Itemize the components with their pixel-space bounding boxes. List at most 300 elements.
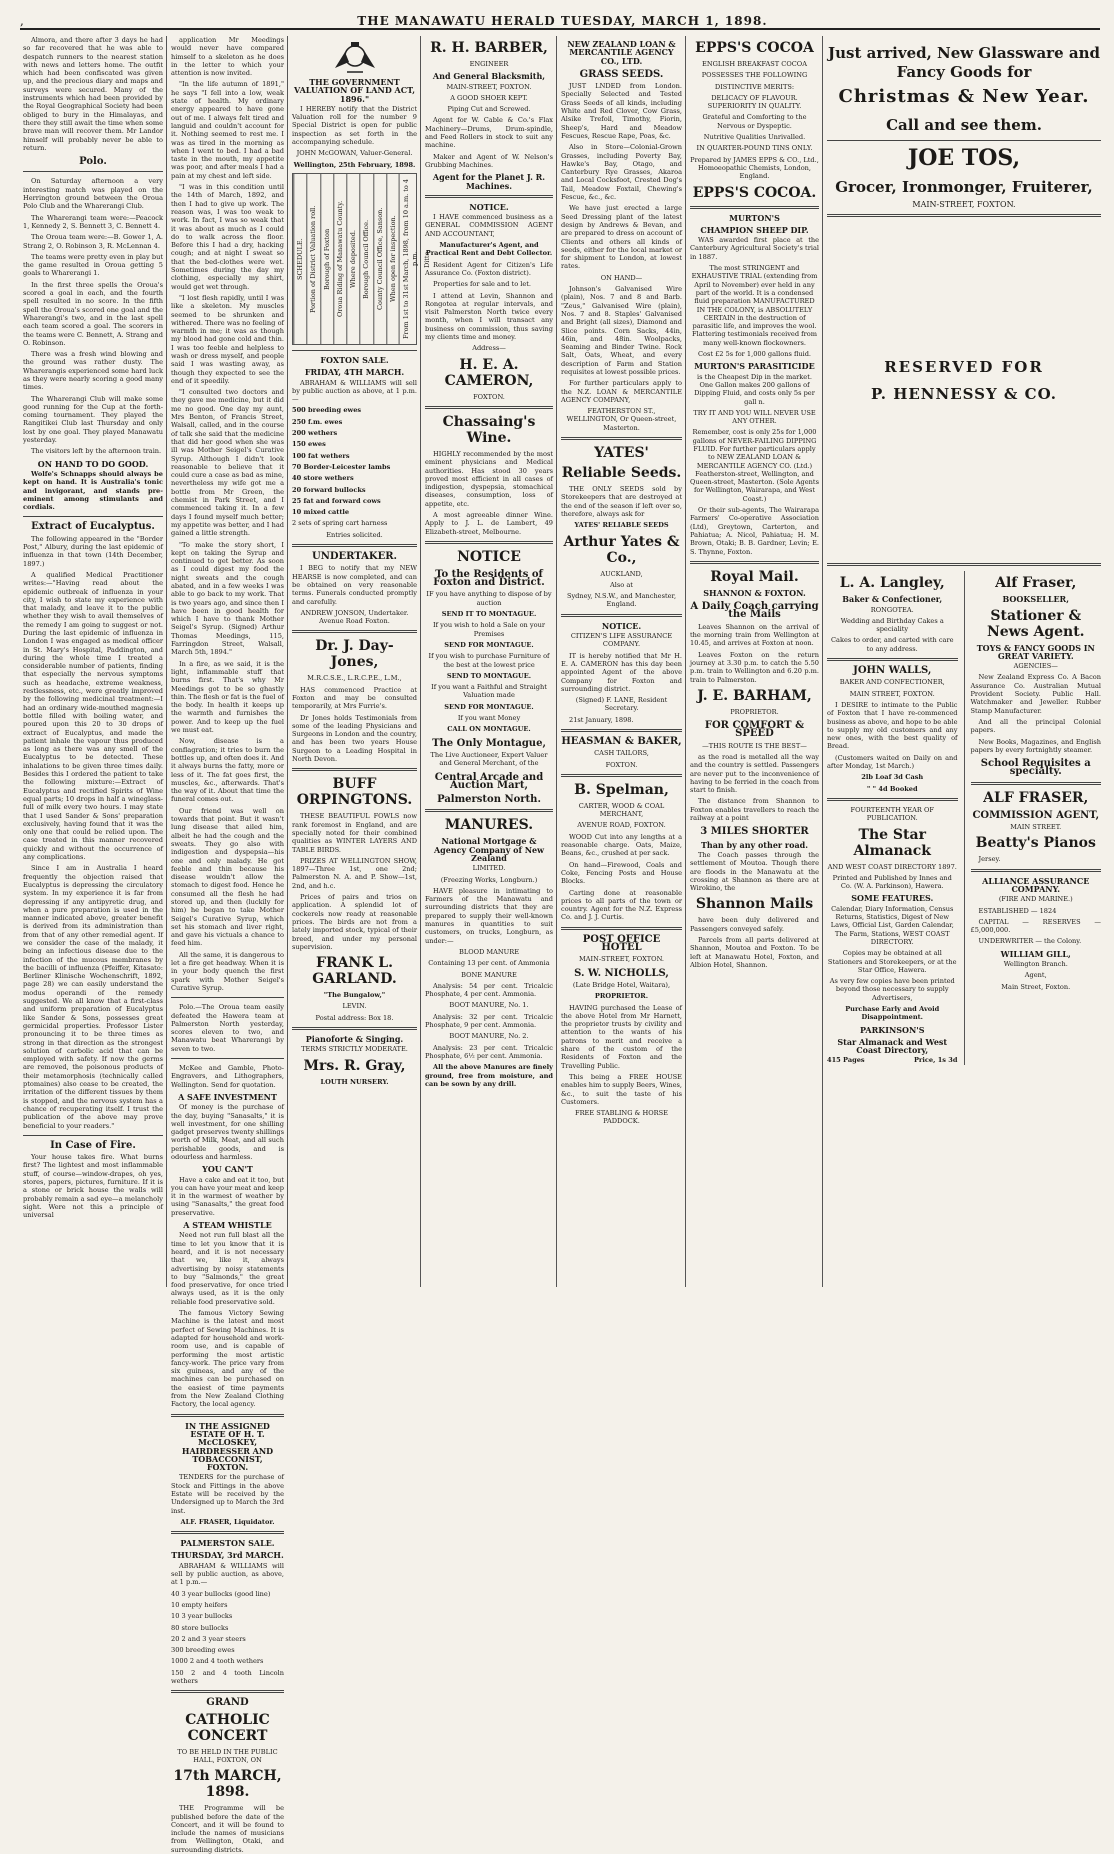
sale-item: 25 fat and forward cows [292, 496, 381, 505]
seigel-paragraph: Now, disease is a conflagration; it tries to burn the bottles up, and often does it. And it always burns the fatty, more or less of it. The fat goes first, the muscles, &c., afterwards. That's the way of it. About that time the funeral comes out. [171, 737, 284, 804]
post-office-hotel-address: MAIN-STREET, FOXTON. [578, 955, 665, 964]
walls-price: 2lb Loaf 3d Cash [861, 773, 924, 782]
epps-delicacy: DELICACY OF FLAVOUR. SUPERIORITY IN QUALITY. [707, 93, 802, 111]
epps-merits: DISTINCTIVE MERITS: [714, 82, 795, 91]
spelman-text-2: On hand—Firewood, Coals and Coke, Fencing Posts and House Blocks. [561, 860, 682, 886]
concert-date: 17th MARCH, 1898. [173, 1768, 282, 1801]
manure-item: Analysis: 32 per cent. Tricalcic Phosphate, 9 per cent. Ammonia. [425, 1012, 553, 1030]
arthur-yates-other: Sydney, N.S.W., and Manchester, England. [566, 592, 677, 609]
fraser-2-sub: COMMISSION AGENT, [972, 809, 1100, 821]
concert-held: TO BE HELD IN THE PUBLIC HALL, FOXTON, ON [177, 1747, 278, 1764]
heasman-heading: HEASMAN & BAKER, [561, 736, 682, 747]
barham-proprietor: PROPRIETOR. [730, 707, 779, 716]
walls-heading: JOHN WALLS, [853, 665, 932, 677]
seigel-paragraph: In a fire, as we said, it is the light, inflammable stuff that burns first. That's why Mr Meedings got to be so ghastly thin. The flesh or fat is the fuel of the body. In health it keeps up the warmth and furnishes the power. And to keep up the fuel we must eat. [171, 659, 284, 735]
manure-item: BLOOD MANURE [458, 947, 520, 956]
citizen-notice-date: 21st January, 1898. [569, 715, 634, 724]
beatty-heading: Beatty's Pianos [975, 835, 1096, 852]
fraser-heading: Alf Fraser, [995, 575, 1077, 592]
polo-paragraph: In the first three spells the Oroua's scored a goal in each, and the fourth spell resulted in no score. In the fifth spell the Oroua's scored one goal and the Wharerangi's two, and in the last spell each team scored a goal. The scorers in the teams were C. Bennett, A. Strang and O. Robinson. [23, 280, 163, 347]
grass-text-2: Also in Store—Colonial-Grown Grasses, including Poverty Bay, Hawke's Bay, Otago, and Canterbury Rye Grasses, Akaroa and Local Cocksfoot, Crested Dog's Tail, Meadow Foxtail, Chewing's Fescue, &c., &c. [561, 143, 682, 202]
walls-text-2: (Customers waited on Daily on and after Monday, 1st March.) [827, 753, 958, 771]
you-cant-heading: YOU CAN'T [202, 1164, 253, 1175]
alliance-fire: (FIRE AND MARINE.) [998, 895, 1073, 904]
concert-text: THE Programme will be published before the date of the Concert, and it will be found to include the names of musicians from Wellington, Otaki, and surrounding districts. [171, 1804, 284, 1854]
column-6 [687, 36, 822, 1287]
sale-item: 200 wethers [292, 429, 338, 438]
piano-terms: TERMS STRICTLY MODERATE. [301, 1045, 408, 1054]
parasiticide-text-2: TRY IT AND YOU WILL NEVER USE ANY OTHER. [693, 408, 816, 426]
prizes-text-2: Prices of pairs and trios on application. A splendid lot of cockerels now ready at reasonable prices. The birds are not from a lately imported stock, typical of their breed, and under my personal supervision. [292, 893, 417, 951]
barber-trade-2: And General Blacksmith, [432, 71, 546, 82]
polo-paragraph: The Wharerangi team were:—Peacock 1, Kennedy 2, S. Bennett 3, C. Bennett 4. [23, 213, 163, 230]
column-5 [558, 36, 685, 1287]
parasiticide-text-4: Or their sub-agents, The Wairarapa Farmers' Co-operative Association (Ltd), Greytown, Carterton, and Pahiatua; A. Nicol, Pahiatua; H. M. Brown, Otaki; B. B. Gardner, Levin; E. S. Thynne, Foxton. [690, 506, 819, 556]
schedule-cell: From 1st to 31st March, 1898, from 10 a.m. to 4 p.m. [399, 174, 421, 344]
steam-whistle-heading: A STEAM WHISTLE [183, 1220, 272, 1231]
cameron-town: FOXTON. [473, 392, 505, 401]
loan-company-heading: NEW ZEALAND LOAN & MERCANTILE AGENCY CO., LTD. [567, 39, 676, 66]
polo-paragraph: There was a fresh wind blowing and the ground was rather dusty. The Wharerangis experienced some hard luck as they were nearly scoring a good many times. [23, 350, 163, 392]
buff-orpingtons-heading: BUFF ORPINGTONS. [296, 776, 413, 809]
manures-end: All the above Manures are finely ground, free from moisture, and can be sown by any drill. [425, 1063, 553, 1088]
grass-on-hand: ON HAND— [600, 273, 643, 282]
eucalyptus-paragraph: Since I am in Australia I heard frequently the objection raised that Eucalyptus is depressing the circulatory system. In my experience it is far from depressing if any antipyretic drug, and when a pure preparation is used in the manner indicated above, greater benefit is derived from its administration than from that of any other remedial agent. If we consider the case of the malady, it being an infectious disease due to the infection of the mucous membranes by the bacilli of influenza (Pfeiffer, Kitasato: Berliner Klinische Wochenschrift, 1892, page 28) we can easily understand the modus operandi of the remedy suggested. We all know that a first-class and uniform preparation of Eucalyptus like Sander & Sons, possesses great germicidal properties. Professor Lister pronouncing it to be three times as strong in that direction as the strongest solution of carbolic acid that can be employed with safety. If now the germs are removed, the poisonous products of their metamorphosis (technically called ptomaines) also cease to be created, the irritation of the different tissues by them is stopped, and the nervous system has a chance of recuperating itself. I trust the publication of the above may prove beneficial to your readers." [23, 864, 163, 1130]
spelman-heading: B. Spelman, [574, 781, 669, 798]
foxton-sale-date: FRIDAY, 4TH MARCH. [304, 367, 405, 378]
parasiticide-heading: MURTON'S PARASITICIDE [694, 361, 815, 372]
notice-address-label: Address— [472, 344, 506, 353]
seigel-paragraph: "I was in this condition until the 14th of March, 1892, and then I had to give up work. The reason was, I was too weak to work. In fact, I was so weak that it was about as much as I could do to walk across the floor. Before this I had a dry, hacking cough; and at night I sweat so that the bed-clothes were wet. Sometimes during the day my clothing, especially my shirt, would get wet through. [171, 183, 284, 291]
parkinson-sub: Star Almanack and West Coast Directory, [837, 1036, 948, 1056]
polo-brief: Polo.—The Oroua team easily defeated the Hawera team at Palmerston North yesterday, scores eleven to two, and Manawatu beat Wharerangi by seven to two. [171, 1003, 284, 1053]
notice-heading: NOTICE. [469, 201, 509, 212]
eucalyptus-heading: Extract of Eucalyptus. [31, 521, 155, 533]
palmerston-sale-heading: PALMERSTON SALE. [180, 1538, 275, 1549]
gill-branch: Wellington Branch. [1003, 960, 1068, 969]
coach-text: Leaves Shannon on the arrival of the morning train from Wellington at 10.45, and arrives at Foxton at noon. [690, 622, 819, 648]
montague-line: SEND FOR MONTAGUE. [444, 640, 534, 649]
sale-item: 150 2 and 4 tooth Lincoln wethers [171, 1668, 284, 1686]
post-office-hotel-end: FREE STABLING & HORSE PADDOCK. [575, 1109, 668, 1126]
parkinson-heading: PARKINSON'S [859, 1024, 925, 1035]
manure-item: Analysis: 54 per cent. Tricalcic Phosphate, 4 per cent. Ammonia. [425, 981, 553, 999]
polo-heading: Polo. [79, 156, 107, 168]
grass-address: FEATHERSTON ST., WELLINGTON, Or Queen-street, Masterton. [566, 407, 677, 432]
almanack-heading: The Star Almanack [853, 826, 932, 859]
post-office-hotel-proprietor: PROPRIETOR. [594, 992, 649, 1001]
spelman-address: AVENUE ROAD, FOXTON. [577, 821, 666, 830]
sale-item: 150 ewes [292, 440, 326, 449]
yates-text: THE ONLY SEEDS sold by Storekeepers that are destroyed at the end of the season if left over so, therefore, always ask for [561, 485, 682, 518]
wine-heading: Chassaing's Wine. [442, 413, 536, 446]
planet-heading: Agent for the Planet J. R. Machines. [432, 172, 546, 191]
fraser-books: New Books, Magazines, and English papers by every fortnightly steamer. [970, 737, 1101, 754]
fire-heading: In Case of Fire. [50, 1139, 136, 1151]
epps-sub: ENGLISH BREAKFAST COCOA [702, 60, 807, 68]
yates-heading: YATES' [594, 445, 649, 462]
alliance-established: ESTABLISHED — 1824 [978, 906, 1057, 915]
valuation-text: I HEREBY notify that the District Valuation roll for the number 9 Special District is open for public inspection as set forth in the accompanying schedule. [292, 104, 417, 147]
almanack-pre: FOURTEENTH YEAR OF PUBLICATION. [850, 805, 934, 823]
fraser-agencies-list: New Zealand Express Co. A Bacon Assurance Co. Australian Mutual Provident Society. Public Hall. Watchmaker and Jeweller. Rubber Stamp Manufacturer. [970, 673, 1101, 715]
features-text: Calendar, Diary Information, Census Returns, Statistics, Digest of New Laws, Official List, Garden Calendar, The Farm, Stations, WEST COAST DIRECTORY. [830, 904, 954, 946]
piano-teacher-name: Mrs. R. Gray, [303, 1057, 406, 1074]
shorter-sub: Than by any other road. [700, 839, 809, 850]
coach-heading: A Daily Coach carrying the Mails [690, 601, 819, 621]
school-requisites: School Requisites a specialty. [980, 758, 1091, 778]
grass-text-5: For further particulars apply to the N.Z. LOAN & MERCANTILE AGENCY COMPANY, [561, 379, 682, 404]
post-office-hotel-text-2: This being a FREE HOUSE enables him to supply Beers, Wines, &c., to suit the taste of his Customers. [561, 1072, 682, 1106]
manure-item: Analysis: 23 per cent. Tricalcic Phosphate, 6½ per cent. Ammonia. [425, 1043, 553, 1060]
murtons-sub: CHAMPION SHEEP DIP. [700, 224, 809, 235]
montague-desc: The Live Auctioneer, Expert Valuer and General Merchant, of the [430, 750, 548, 768]
column-4 [422, 36, 556, 1287]
sale-item: 250 f.m. ewes [292, 417, 343, 426]
seigel-paragraph: All the same, it is dangerous to let a fire get headway. When it is in your body quench the first spark with Mother Seigel's Curative Syrup. [171, 950, 284, 992]
polo-paragraph: The teams were pretty even in play but the game resulted in Oroua getting 5 goals to Wharerangi 1. [23, 252, 163, 278]
seigel-paragraph: "I lost flesh rapidly, until I was like a skeleton. My muscles seemed to be shrunken and withered. There was no feeling of warmth in me; it was as though my blood had gone cold and thin. I was too feeble and helpless to wash or dress myself, and people said I was wasting away, as though they expected to see the end of it speedily. [171, 293, 284, 385]
sewing-machine-text: The famous Victory Sewing Machine is the latest and most perfect of Sewing Machines. It is adapted for household and work-room use, and is capable of performing the most artistic fancy-work. The price vary from six guineas, and any of the machines can be purchased on the easiest of time payments from the New Zealand Clothing Factory, the local agency. [171, 1309, 284, 1409]
yates-sub: Reliable Seeds. [561, 465, 682, 482]
sale-item: 100 fat wethers [292, 451, 350, 460]
notice-text-2: Resident Agent for Citizen's Life Assurance Co. (Foxton district). [425, 260, 553, 277]
sale-item: 10 empty heifers [171, 1600, 228, 1609]
seigel-paragraph: application Mr Meedings would never have compared himself to a skeleton as he does in the letter to which your attention is now invited. [171, 36, 284, 78]
comfort-text-2: The distance from Shannon to Foxton enables travellers to reach the railway at a point [690, 797, 819, 823]
citizen-notice-sub: CITIZEN'S LIFE ASSURANCE COMPANY. [570, 632, 673, 649]
sale-item: 80 store bullocks [171, 1623, 229, 1632]
eucalyptus-paragraph: The following appeared in the "Border Post," Albury, during the last epidemic of influenza in that town (14th December, 1897.) [23, 534, 163, 568]
barber-shoer: A GOOD SHOER KEPT. [450, 93, 528, 102]
montague-line: If you want Money [457, 714, 521, 723]
column-7-right [971, 571, 1102, 1064]
column-7 [824, 36, 1104, 1287]
murtons-cost: Cost £2 5s for 1,000 gallons fluid. [697, 350, 812, 359]
grass-text-4: Johnson's Galvanised Wire (plain), Nos. 7 and 8 and Barb. "Zeus," Galvanised Wire (plain), Nos. 7 and 8. Staples' Galvanised and Bright (all sizes), Diamond and Slice points. Corn Sacks, 44in, 46in, and 48in. Woolpacks, Seaming and Binder Twine. Rock Salt, Oats, Wheat, and every description of Farm and Station requisites at lowest possible prices. [561, 285, 682, 376]
arthur-yates-also: Also at [610, 580, 633, 589]
epps-nutritive: Nutritive Qualities Unrivalled. [703, 133, 806, 142]
montague-line: IF you have anything to dispose of by auction [426, 590, 552, 607]
column-rule [556, 36, 557, 1287]
undertaker-heading: UNDERTAKER. [311, 551, 398, 563]
on-hand-text: Wolfe's Schnapps should always be kept on hand. It is Australia's tonic and invigorant, and stands pre-eminent among stimulants and cordials. [23, 469, 163, 512]
spelman-text: WOOD Cut into any lengths at a reasonable charge. Oats, Maize, Beans, &c., crushed at per sack. [561, 832, 682, 858]
walls-trade: BAKER AND CONFECTIONER, [839, 678, 945, 687]
sale-item: 300 breeding ewes [171, 1646, 235, 1655]
manure-item: BOOT MANURE, No. 1. [449, 1001, 529, 1010]
barber-piping: Piping Cut and Screwed. [447, 105, 531, 114]
foxton-sale-heading: FOXTON SALE. [320, 354, 389, 365]
estate-signature: ALF. FRASER, Liquidator. [180, 1517, 275, 1526]
schedule-cell: Ditto. [422, 249, 431, 269]
steam-whistle-text: Need not run full blast all the time to let you know that it is heard, and it is not necessary that we, like it, always advertising by noisy statements to buy "Salmonds," the great food preservative, for once tried always used, as it is the only reliable food preservative sold. [171, 1231, 284, 1306]
montague-mart: Central Arcade and Auction Mart, [434, 771, 544, 791]
schedule-cell: SCHEDULE. [293, 174, 306, 344]
shorter-text: The Coach passes through the settlement of Moutoa. Though there are floods in the Manawatu at the crossing at Shannon as there are at Wirokino, the [690, 850, 819, 893]
post-office-hotel-name: S. W. NICHOLLS, [574, 967, 669, 979]
post-office-hotel-text: HAVING purchased the Lease of the above Hotel from Mr Harnett, the proprietor trusts by civility and attention to the wants of his patrons to merit and receive a share of the custom of the Residents of Foxton and the Travelling Public. [561, 1003, 682, 1070]
safe-investment-heading: A SAFE INVESTMENT [178, 1091, 277, 1102]
doctor-qualifications: M.R.C.S.E., L.R.C.P.E., L.M., [307, 674, 402, 683]
concert-grand: GRAND [206, 1697, 249, 1709]
sale-item: 20 2 and 3 year steers [171, 1634, 246, 1643]
garland-town: LEVIN. [342, 1002, 367, 1011]
notice-text-3: Properties for sale and to let. [433, 280, 532, 289]
langley-trade: Baker & Confectioner, [842, 594, 943, 605]
palmerston-sale-intro: ABRAHAM & WILLIAMS will sell by public auction, as above, at 1 p.m.— [171, 1561, 284, 1587]
walls-address: MAIN STREET, FOXTON. [849, 689, 935, 698]
manure-item: BONE MANURE [461, 970, 517, 979]
polo-paragraph: The Oroua team were:—B. Gower 1, A. Strang 2, O. Robinson 3, R. McLennan 4. [23, 233, 163, 250]
murtons-heading: MURTON'S [729, 212, 780, 223]
shorter-heading: 3 MILES SHORTER [700, 826, 809, 838]
masthead-title: THE MANAWATU HERALD TUESDAY, MARCH 1, 1898. [357, 14, 768, 28]
almanack-sub: AND WEST COAST DIRECTORY 1897. [827, 862, 957, 871]
walls-price-2: " " 4d Booked [866, 784, 918, 793]
column-1 [20, 36, 166, 1287]
column-7-left [827, 571, 958, 1064]
epps-grateful: Grateful and Comforting to the Nervous or Dyspeptic. [702, 113, 807, 130]
schedule-cell: Portion of District Valuation roll. [306, 174, 319, 344]
fraser-agencies: AGENCIES— [1013, 662, 1058, 671]
column-rule [685, 36, 686, 1287]
sale-item: 10 mixed cattle [292, 508, 350, 517]
prizes-text: PRIZES AT WELLINGTON SHOW, 1897—Three 1st, one 2nd; Palmerston N. A. and P. Show—1st, 2nd, and h.c. [292, 856, 417, 890]
post-office-hotel-late: (Late Bridge Hotel, Waitara), [572, 980, 671, 989]
you-cant-text: Have a cake and eat it too, but you can have your meat and keep it in the warmest of weather by using "Sanasalts," the great food preservative. [171, 1175, 284, 1217]
epps-big: EPPS'S COCOA. [692, 184, 817, 201]
eucalyptus-paragraph: A qualified Medical Practitioner writes:—"Having read about the epidemic outbreak of influenza in your city, I wish to state my experience with that malady, and leave it to the public whether they wish to avail themselves of the remedy I am going to suggest or not. During the last epidemic of influenza in London I was engaged as medical officer in St. Mary's Hospital, Paddington, and during the whole time I treated a considerable number of patients, finding that especially the nervous symptoms such as headache, extreme weakness, restlessness, etc., were greatly improved by the following medicinal treatment:—I had an ordinary wide-mouthed magnesia bottle filled with boiling water, and poured upon this 20 to 30 drops of extract of Eucalyptus, and made the patient inhale the vapour thus produced as long as there was any smell of the Eucalyptus to be detected. These inhalations to be given three times daily. Besides this I ordered the patient to take the following mixture:—Extract of Eucalyptus and rectified Spirits of Wine equal parts; 10 drops in half a wineglass-full of milk every two hours. I may state that I used Sander & Sons' preparation exclusively, having found that it was the only one that could be relied upon. The case treated in this manner recovered quickly and without the occurrence of any complications. [23, 570, 163, 862]
notice-text: I HAVE commenced business as a GENERAL COMMISSION AGENT AND ACCOUNTANT, [425, 213, 553, 238]
grass-text: JUST LNDED from London. Specially Selected and Tested Grass Seeds of all kinds, including White and Red Clover, Cow Grass, Alsike Trefoil, Timothy, Fiorin, Sheep's, Hard and Meadow Fescues, Rescue Rape, Poas, &c. [561, 82, 682, 140]
fraser-trade-2: Stationer & News Agent. [986, 607, 1085, 640]
langley-text: Wedding and Birthday Cakes a speciality [840, 616, 944, 634]
comfort-sub: —THIS ROUTE IS THE BEST— [702, 741, 807, 750]
piano-heading: Pianoforte & Singing. [305, 1034, 404, 1044]
barber-heading: R. H. BARBER, [430, 40, 548, 56]
manures-company: National Mortgage & Agency Company of New Zealand [433, 836, 545, 863]
arthur-yates-heading: Arthur Yates & Co., [563, 533, 680, 566]
joe-tos-heading: JOE TOS, [907, 145, 1021, 171]
comfort-text: as the road is metalled all the way and the country is settled. Passengers are never put to the inconvenience of having to be ferried in the coach from start to finish. [690, 753, 819, 795]
copies-text-3: Purchase Early and Avoid Disappointment. [845, 1004, 940, 1022]
schedule-cell: County Council Office, Sanson. [373, 174, 386, 344]
undertaker-text: I BEG to notify that my NEW HEARSE is now completed, and can be obtained on very reasonable terms. Funerals conducted promptly and carefully. [292, 564, 417, 606]
schedule-cell: When open for inspection. [386, 174, 399, 344]
article-landor-text: Almora, and there after 3 days he had so far recovered that he was able to despatch runners to the nearest station with news and letters home. The outfit which had been confiscated was given up, and the precious diary and maps and surveys were secured. Many of the instruments which had been provided by the Royal Geographical Society had been obliged to bury in the Himalayas, and there they still await the time when some brave man will recover them. Mr Landor himself will probably never be able to return. [23, 36, 163, 152]
manures-heading: MANURES. [444, 817, 534, 834]
montague-town: Palmerston North. [437, 794, 541, 806]
manures-text: HAVE pleasure in intimating to Farmers of the Manawatu and surrounding districts that they are prepared to supply their well-known manures in quantities to suit customers, on trucks, Longburn, as under:— [425, 886, 553, 945]
polo-paragraph: The Wharerangi Club will make some good running for the Cup at the forth-coming tournament. They played the Rangitikei Club last Thursday and only lost by one goal. They played Manawatu yesterday. [23, 394, 163, 445]
seigel-paragraph: "To make the story short, I kept on taking the Syrup and continued to get better. As soon as I could digest my food the night sweats and the cough abated, and in a few weeks I was able to go back to my work. That is two years ago, and since then I have been in good health for which I have to thank Mother Seigel's Syrup. (Signed) Arthur Thomas Meedings, 115, Farringdon Street, Walsall, March 5th, 1894." [171, 540, 284, 657]
parasiticide-text-3: Remember, cost is only 25s for 1,000 gallons of NEVER-FAILING DIPPING FLUID. For further particulars apply to NEW ZEALAND LOAN & MERCANTILE AGENCY CO. (Ltd.) Featherston-street, Wellington, and Queen-street, Masterton. (Sole Agents for Wellington, Wairarapa, and West Coast.) [690, 428, 819, 503]
fire-text: Your house takes fire. What burns first? The lightest and most inflammable stuff, of course—window-drapes, oh yes, stores, papers, pictures, furniture. If it is a stone or brick house the walls will probably remain a sad eye—a melancholy sight. Were not this a principle of universal [23, 1153, 163, 1220]
sale-item: 20 forward bullocks [292, 485, 366, 494]
schedule-cell: Where deposited. [346, 174, 359, 344]
valuation-date: Wellington, 25th February, 1898. [293, 160, 416, 169]
epps-heading: EPPS'S COCOA [695, 40, 814, 56]
barham-heading: J. E. BARHAM, [697, 687, 812, 704]
shannon-mails-text: have been duly delivered and Passengers conveyed safely. [690, 916, 819, 933]
valuation-schedule-table [292, 173, 431, 345]
reserved-for: RESERVED FOR [884, 358, 1044, 377]
valuation-heading: THE GOVERNMENT VALUATION OF LAND ACT, 1896." [294, 77, 415, 104]
cameron-heading: H. E. A. CAMERON, [444, 356, 534, 389]
gill-name: WILLIAM GILL, [1000, 948, 1071, 959]
barber-maker: Maker and Agent of W. Nelson's Grubbing Machines. [425, 152, 553, 169]
barber-address: MAIN-STREET, FOXTON. [446, 82, 532, 91]
palmerston-sale-date: THURSDAY, 3rd MARCH. [171, 1550, 284, 1561]
beatty-sub: Jersey. [978, 855, 1001, 864]
call-and-see: Call and see them. [886, 116, 1042, 134]
valuation-signature: JOHN McGOWAN, Valuer-General. [296, 149, 413, 158]
langley-town: RONGOTEA. [870, 605, 914, 614]
schedule-cell: Oroua Riding of Manawatu County. [333, 174, 346, 344]
citizen-notice-signature: (Signed) F. LANE, Resident Secretary. [575, 696, 668, 713]
schedule-cell: Borough Council Office. [359, 174, 372, 344]
fraser-trade: BOOKSELLER, [1002, 594, 1069, 605]
langley-heading: L. A. Langley, [839, 575, 945, 592]
estate-heading: IN THE ASSIGNED ESTATE OF H. T. McCLOSKEY, HAIRDRESSER AND TOBACCONIST, FOXTON. [181, 1420, 274, 1473]
barber-trade: ENGINEER [469, 60, 509, 68]
column-3 [289, 36, 431, 1287]
murtons-text-2: The most STRINGENT and EXHAUSTIVE TRIAL (extending from April to November) ever held in any part of the world. It is a condensed fluid preparation MANUFACTURED IN THE COLONY, is ABSOLUTELY CERTAIN in the destruction of parasitic life, and improves the wool. Flattering testimonials received from many well-known flockowners. [691, 264, 818, 347]
manures-works: (Freezing Works, Longburn.) [440, 875, 538, 884]
seigel-paragraph: "I consulted two doctors and they gave me medicine, but it did me no good. One day my aunt, Mrs Benton, of Francis Street, Walsall, called, and in the course of talk she said that the medicine that did her good when she was ill was Mother Seigel's Curative Syrup. Although I didn't look reasonable to believe that it could cure a case as bad as mine, nevertheless my wife got me a bottle from Mr Green, the chemist in Park Street, and I commenced taking it. In a few days I found myself much better; my appetite was better, and I had gained a little strength. [171, 388, 284, 538]
parkinson-pages: 415 Pages [827, 1056, 865, 1065]
epps-possesses: POSSESSES THE FOLLOWING [701, 71, 808, 80]
manure-item: Containing 13 per cent. of Ammonia [428, 959, 550, 968]
grass-text-3: We have just erected a large Seed Dressing plant of the latest design by Andrews & Bevan, and are prepared to dress on account of Clients and others all kinds of seeds, either for the local market or for shipment to London, at lowest rates. [561, 204, 682, 271]
almanack-publisher: Printed and Published by Innes and Co. (W. A. Parkinson), Hawera. [832, 873, 952, 891]
montague-line: If you wish to purchase Furniture of the best at the lowest price [428, 652, 550, 669]
doctor-text-2: Dr Jones holds Testimonials from some of the leading Physicians and Surgeons in London and the country, and has been two years House Surgeon to a Leading Hospital in North Devon. [292, 713, 417, 764]
garland-box: Postal address: Box 18. [315, 1013, 394, 1022]
sale-item: 40 3 year bullocks (good line) [171, 1589, 271, 1598]
montague-line: SEND FOR MONTAGUE. [444, 702, 534, 711]
column-rule [822, 36, 823, 1287]
montague-only: The Only Montague, [432, 737, 546, 749]
polo-paragraph: The visitors left by the afternoon train. [31, 447, 162, 456]
alliance-underwriter: UNDERWRITER — the Colony. [978, 937, 1082, 946]
shannon-mails-heading: Shannon Mails [695, 896, 814, 913]
undertaker-signature: ANDREW JONSON, Undertaker. Avenue Road Foxton. [300, 608, 409, 626]
copies-text: Copies may be obtained at all Stationers and Storekeepers, or at the Star Office, Hawera. [827, 949, 957, 974]
schedule-cell: Borough of Foxton [320, 174, 333, 344]
copies-text-2: As very few copies have been printed beyond those necessary to supply Advertisers, [829, 977, 955, 1002]
heasman-trade: CASH TAILORS, [594, 749, 649, 758]
sale-item: 10 3 year bullocks [171, 1612, 233, 1621]
seigel-paragraph: Our friend was well on towards that point. But it wasn't lung disease that ailed him, albeit he had the cough and the sweats. They go also with indigestion and dyspepsia—his one and only malady. He got feeble and thin because his disease wouldn't allow the stomach to digest food. Hence he consumed all the flesh he had stored up, and then (luckily for him) he began to take Mother Seigel's Curative Syrup, which set his stomach and liver right, and gave his victuals a chance to feed him. [171, 806, 284, 948]
wine-text-2: A most agreeable dinner Wine. Apply to J. L. de Lambert, 49 Elizabeth-street, Melbourne. [425, 510, 553, 536]
buff-orpingtons-text: THESE BEAUTIFUL FOWLS now rank foremost in England, and are specially noted for their combined qualities as WINTER LAYERS AND TABLE BIRDS. [292, 812, 417, 854]
foxton-sale-intro: ABRAHAM & WILLIAMS will sell by public auction as above, at 1 p.m.— [292, 378, 417, 404]
safe-investment-text: Of money is the purchase of the day, buying "Sanasalts," it is well investment, for one shilling gadget preserves twenty shillings worth of Milk, Meat, and all such perishable goods, and is odourless and harmless. [171, 1103, 284, 1161]
glassware-heading: Just arrived, New Glassware and Fancy Goods for [828, 44, 1100, 81]
montague-sub: To the Residents of Foxton and District. [433, 568, 545, 589]
concert-heading: CATHOLIC CONCERT [185, 1711, 270, 1744]
royal-crest-icon [325, 38, 385, 74]
montague-line: CALL ON MONTAGUE. [447, 725, 531, 734]
alliance-capital: CAPITAL — RESERVES — £5,000,000. [970, 917, 1101, 935]
parasiticide-text: is the Cheapest Dip in the market. One Gallon makes 200 gallons of Dipping Fluid, and costs only 5s per gall n. [694, 372, 815, 406]
citizen-notice-heading: NOTICE. [601, 620, 642, 631]
fraser-2-heading: ALF FRASER, [983, 789, 1089, 806]
fraser-2-address: MAIN STREET. [1010, 823, 1062, 832]
manures-limited: LIMITED. [472, 864, 506, 873]
sale-item: 2 sets of spring cart harness [292, 519, 388, 528]
epps-tins: IN QUARTER-POUND TINS ONLY. [696, 144, 813, 153]
coach-text-2: Leaves Foxton on the return journey at 3.30 p.m. to catch the 5.50 p.m. train to Wellington and 6.20 p.m. train to Palmerston. [690, 650, 819, 684]
masthead-left: , [20, 14, 25, 28]
estate-text: TENDERS for the purchase of Stock and Fittings in the above Estate will be received by the Undersigned up to March the 3rd inst. [171, 1473, 284, 1515]
montague-heading: NOTICE [457, 548, 521, 565]
epps-prepared: Prepared by JAMES EPPS & CO., Ltd., Homoeopathic Chemists, London, England. [690, 155, 819, 181]
post-office-hotel-heading: POST OFFICE HOTEL [582, 933, 661, 954]
doctor-heading: Dr. J. Day-Jones, [315, 638, 394, 671]
polo-paragraph: On Saturday afternoon a very interesting match was played on the Herrington ground between the Oroua Polo Club and the Wharerangi Club. [23, 177, 163, 211]
yates-text-2: YATES' RELIABLE SEEDS [574, 521, 669, 530]
royal-mail-sub: SHANNON & FOXTON. [703, 587, 806, 598]
sale-item: 70 Border-Leicester lambs [292, 462, 391, 471]
column-rule [166, 36, 167, 1287]
gill-agent: Agent, [1024, 971, 1047, 980]
gill-address: Main Street, Foxton. [1001, 982, 1071, 991]
comfort-heading: FOR COMFORT & SPEED [704, 720, 805, 740]
hennessy: P. HENNESSY & CO. [870, 385, 1058, 404]
montague-line: SEND TO MONTAGUE. [446, 671, 532, 680]
doctor-text: HAS commenced Practice at Foxton and may be consulted temporarily, at Mrs Furrie's. [292, 685, 417, 711]
joe-tos-trade: Grocer, Ironmonger, Fruiterer, [835, 178, 1093, 196]
citizen-notice-text: IT is hereby notified that Mr H. E. A. CAMERON has this day been appointed Agent of the above Company for Foxton and surrounding district. [561, 651, 682, 693]
notice-sub: Manufacturer's Agent, and Practical Rent and Debt Collector. [425, 241, 553, 258]
column-2 [168, 36, 287, 1854]
column-rule [287, 36, 288, 1287]
montague-line: If you want a Faithful and Straight Valuation made [431, 683, 547, 700]
parkinson-price: Price, 1s 3d [913, 1056, 958, 1065]
walls-text: I DESIRE to intimate to the Public of Foxton that I have re-commenced business as above, and hope to be able to supply my old customers and any new ones, with the best quality of Bread. [827, 700, 958, 751]
on-hand-heading: ON HAND TO DO GOOD. [37, 458, 149, 469]
shannon-mails-text-2: Parcels from all parts delivered at Shannon, Moutoa and Foxton. To be left at Manawatu Hotel, Foxton, and Albion Hotel, Shannon. [690, 936, 819, 969]
christmas-heading: Christmas & New Year. [838, 86, 1090, 107]
sale-item: 500 breeding ewes [292, 406, 362, 415]
mckee-ad: McKee and Gamble, Photo-Engravers, and Lithographers, Wellington. Send for quotation. [171, 1064, 284, 1089]
royal-mail-heading: Royal Mail. [710, 568, 799, 585]
fraser-toys: TOYS & FANCY GOODS IN GREAT VARIETY. [976, 642, 1095, 661]
features-heading: SOME FEATURES. [851, 893, 934, 904]
joe-tos-address: MAIN-STREET, FOXTON. [912, 200, 1016, 209]
montague-line: SEND IT TO MONTAGUE. [441, 610, 537, 619]
arthur-yates-town: AUCKLAND, [600, 569, 643, 578]
wine-text: HIGHLY recommended by the most eminent physicians and Medical authorities. Has stood 30 years proved most efficient in all cases of indigestion, dyspepsia, stomachical diseases, consumption, loss of appetite, etc. [425, 449, 553, 508]
montague-line: If you wish to hold a Sale on your Premises [432, 621, 545, 638]
sale-item: 1000 2 and 4 tooth wethers [171, 1657, 264, 1666]
barber-agent: Agent for W. Cable & Co.'s Flax Machinery—Drums, Drum-spindle, and Feed Rollers in stock to suit any machine. [425, 116, 553, 150]
notice-text-4: I attend at Levin, Shannon and Rongotea at regular intervals, and visit Palmerston North twice every month, when I will transact any business on commission, thus saving my clients time and money. [425, 291, 553, 342]
spelman-trade: CARTER, WOOD & COAL MERCHANT, [578, 801, 665, 819]
fraser-papers: And all the principal Colonial papers. [970, 717, 1101, 735]
spelman-text-3: Carting done at reasonable prices to all parts of the town or country. Agent for the N.Z. Express Co. and J. J. Curtis. [561, 888, 682, 922]
piano-address: LOUTH NURSERY. [320, 1077, 389, 1086]
heasman-town: FOXTON. [605, 760, 638, 769]
garland-address: "The Bungalow," [323, 991, 386, 1000]
manure-item: BOOT MANURE, No. 2. [449, 1032, 529, 1041]
grass-seeds-heading: GRASS SEEDS. [579, 68, 664, 80]
sale-item: 40 store wethers [292, 474, 354, 483]
foxton-sale-entries: Entries solicited. [326, 530, 383, 539]
